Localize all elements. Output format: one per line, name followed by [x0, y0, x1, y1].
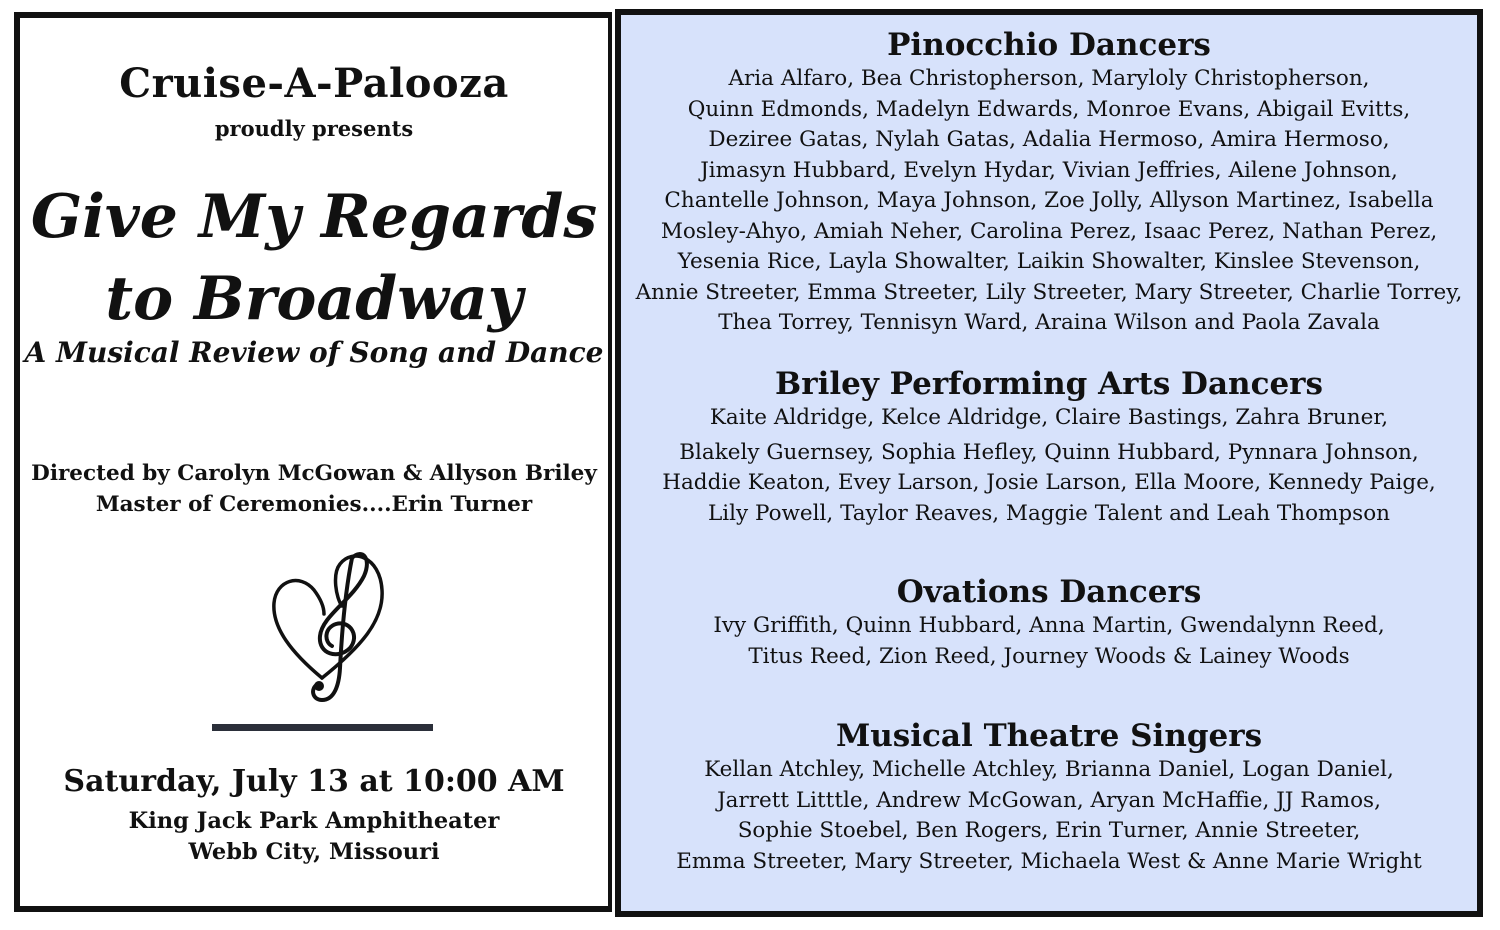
- venue-block: [20, 806, 608, 868]
- names-line: Thea Torrey, Tennisyn Ward, Araina Wilson and Paola Zavala: [718, 310, 1380, 335]
- cast-group-pinocchio: [621, 26, 1477, 339]
- names-line: Sophie Stoebel, Ben Rogers, Erin Turner, Annie Streeter,: [737, 818, 1361, 843]
- credits-block: [20, 458, 608, 520]
- presenter-name: Cruise-A-Palooza: [119, 60, 509, 107]
- cast-group-briley: [621, 365, 1477, 529]
- divider-bar: [212, 724, 433, 731]
- show-title-line-1: Give My Regards: [30, 182, 598, 252]
- names-line: Deziree Gatas, Nylah Gatas, Adalia Hermoso, Amira Hermoso,: [708, 127, 1390, 152]
- show-subtitle: A Musical Review of Song and Dance: [24, 336, 604, 369]
- group-heading: Pinocchio Dancers: [887, 27, 1211, 63]
- presents-line: proudly presents: [214, 116, 414, 141]
- venue-city: Webb City, Missouri: [188, 839, 440, 865]
- names-line: Aria Alfaro, Bea Christopherson, Maryloly Christopherson,: [728, 66, 1370, 91]
- mc-credit: Master of Ceremonies....Erin Turner: [95, 492, 533, 517]
- show-date: Saturday, July 13 at 10:00 AM: [63, 764, 565, 799]
- names-line: Kellan Atchley, Michelle Atchley, Brianna Daniel, Logan Daniel,: [704, 757, 1394, 782]
- names-line: Ivy Griffith, Quinn Hubbard, Anna Martin, Gwendalynn Reed,: [713, 613, 1385, 638]
- cast-group-ovations: [621, 573, 1477, 672]
- names-line: Mosley-Ahyo, Amiah Neher, Carolina Perez, Isaac Perez, Nathan Perez,: [660, 218, 1438, 244]
- names-line: Jimasyn Hubbard, Evelyn Hydar, Vivian Jeffries, Ailene Johnson,: [700, 157, 1398, 183]
- group-heading: Ovations Dancers: [896, 574, 1202, 610]
- names-line: Titus Reed, Zion Reed, Journey Woods & Lainey Woods: [748, 643, 1350, 669]
- names-line: Annie Streeter, Emma Streeter, Lily Streeter, Mary Streeter, Charlie Torrey,: [635, 279, 1463, 305]
- group-heading: Musical Theatre Singers: [835, 718, 1263, 754]
- names-line: Lily Powell, Taylor Reaves, Maggie Talent and Leah Thompson: [707, 500, 1391, 526]
- venue-name: King Jack Park Amphitheater: [128, 808, 500, 834]
- director-credit: Directed by Carolyn McGowan & Allyson Briley: [31, 461, 597, 486]
- names-line: Kaite Aldridge, Kelce Aldridge, Claire Bastings, Zahra Bruner,: [709, 405, 1389, 430]
- names-line: Yesenia Rice, Layla Showalter, Laikin Showalter, Kinslee Stevenson,: [677, 249, 1421, 274]
- program-cover-panel: [14, 12, 612, 912]
- names-line: Chantelle Johnson, Maya Johnson, Zoe Jolly, Allyson Martinez, Isabella: [664, 188, 1434, 213]
- names-line: Jarrett Litttle, Andrew McGowan, Aryan McHaffie, JJ Ramos,: [717, 787, 1381, 813]
- cast-list-panel: [615, 9, 1483, 917]
- names-line: Blakely Guernsey, Sophia Hefley, Quinn Hubbard, Pynnara Johnson,: [679, 439, 1419, 465]
- group-heading: Briley Performing Arts Dancers: [775, 366, 1323, 402]
- names-line: Quinn Edmonds, Madelyn Edwards, Monroe Evans, Abigail Evitts,: [687, 96, 1411, 122]
- show-title: [20, 176, 608, 340]
- cast-group-singers: [621, 717, 1477, 877]
- names-line: Emma Streeter, Mary Streeter, Michaela West & Anne Marie Wright: [676, 848, 1422, 874]
- names-line: Haddie Keaton, Evey Larson, Josie Larson, Ella Moore, Kennedy Paige,: [662, 470, 1436, 495]
- show-title-line-2: to Broadway: [105, 264, 523, 334]
- heart-treble-clef-icon: [252, 528, 392, 718]
